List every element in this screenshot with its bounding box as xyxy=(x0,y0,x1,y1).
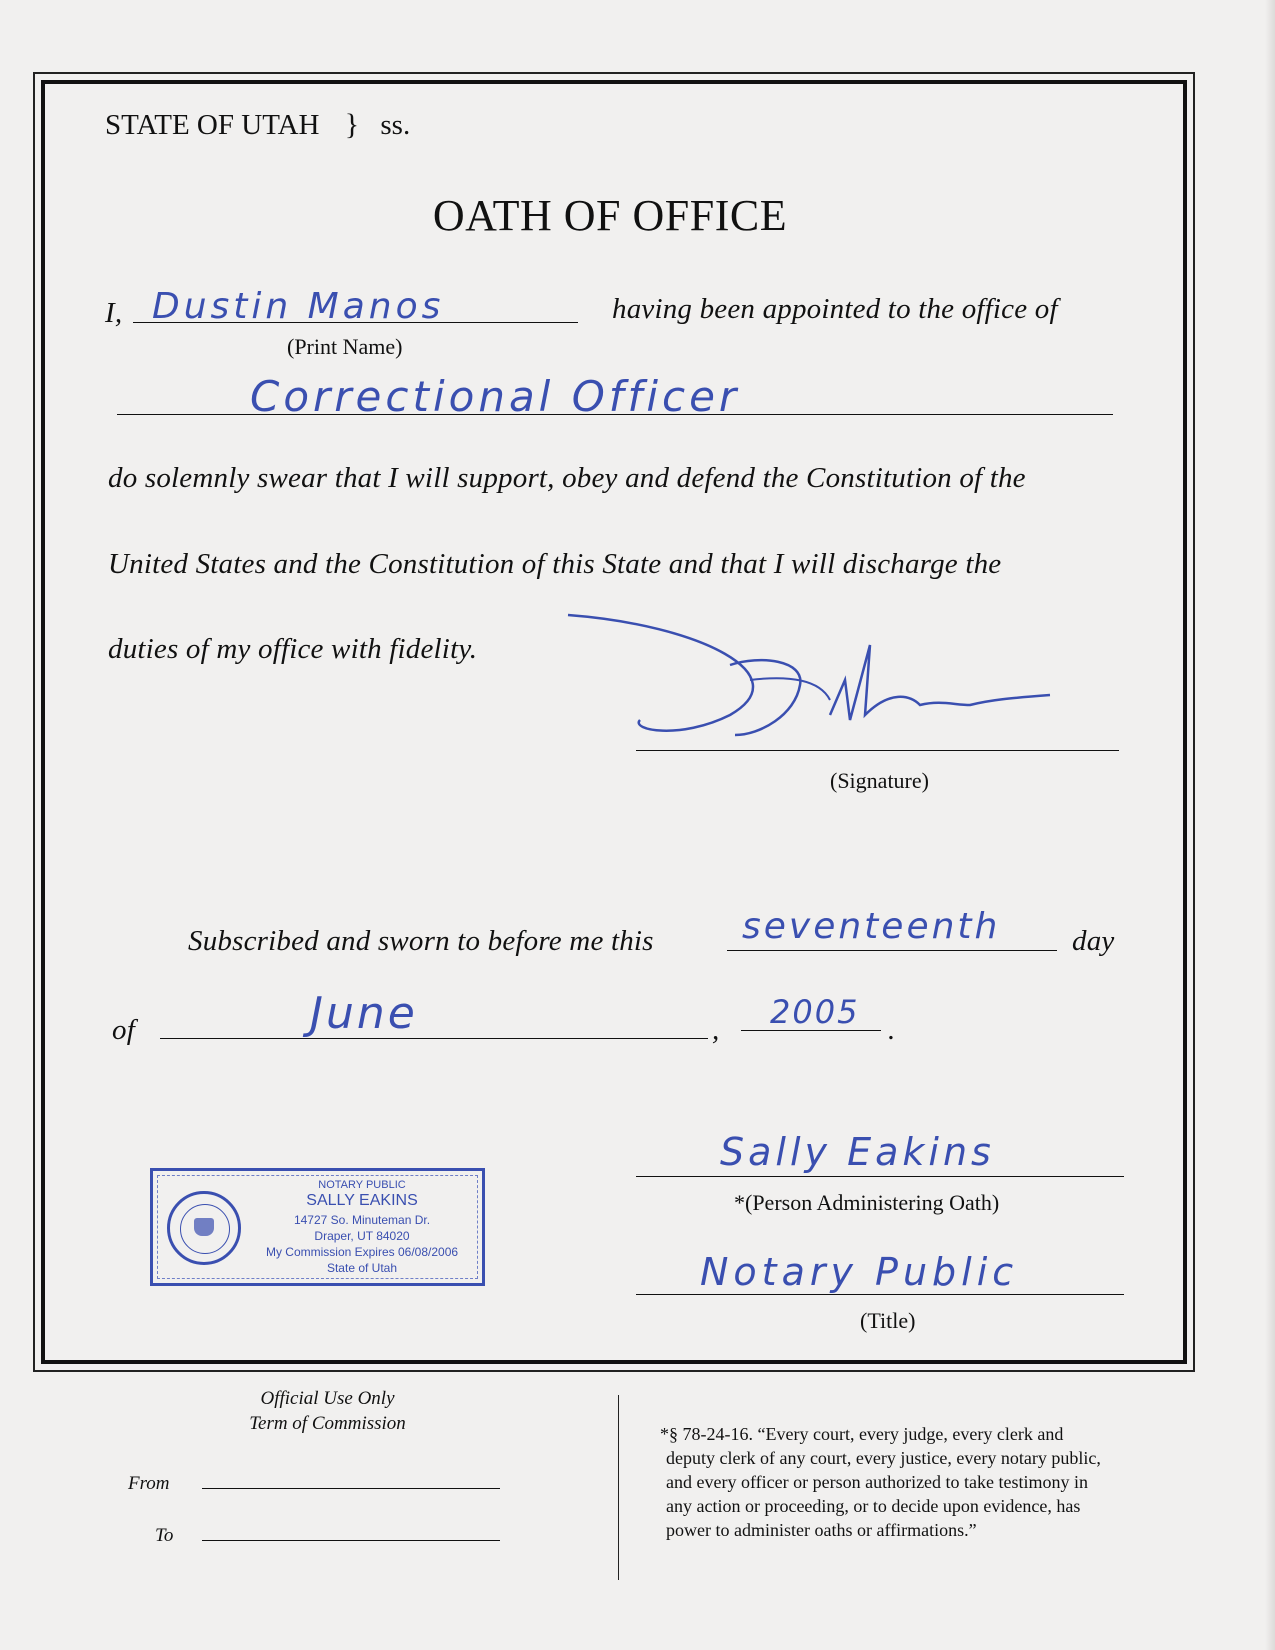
term-of-commission-heading: Term of Commission xyxy=(249,1413,406,1434)
oath-text-line-2: United States and the Constitution of this State and that I will discharge the xyxy=(108,548,1002,580)
title-value: Notary Public xyxy=(700,1250,1019,1294)
title-label: (Title) xyxy=(860,1308,916,1333)
office-value: Correctional Officer xyxy=(250,372,741,421)
footnote-line-3: and every officer or person authorized to take testimony in xyxy=(666,1472,1089,1492)
footnote-line-2: deputy clerk of any court, every justice, every notary public, xyxy=(666,1448,1101,1468)
signature-scribble xyxy=(560,605,1080,765)
stamp-notary-name: SALLY EAKINS xyxy=(306,1192,418,1209)
print-name-label: (Print Name) xyxy=(287,334,403,359)
footnote-line-5: power to administer oaths or affirmations.” xyxy=(666,1520,977,1540)
administrator-label: *(Person Administering Oath) xyxy=(734,1190,1000,1215)
month-line xyxy=(160,1038,708,1039)
period: . xyxy=(888,1014,896,1046)
from-label: From xyxy=(128,1473,170,1494)
to-line xyxy=(202,1540,500,1541)
brace: } xyxy=(344,108,360,141)
administrator-line xyxy=(636,1176,1124,1177)
year-value: 2005 xyxy=(770,993,860,1031)
footer-divider xyxy=(618,1395,619,1580)
stamp-address-2: Draper, UT 84020 xyxy=(314,1229,410,1243)
notary-stamp xyxy=(150,1168,485,1286)
signature-line xyxy=(636,750,1119,751)
day-value: seventeenth xyxy=(742,906,1001,947)
day-line xyxy=(727,950,1057,951)
appointed-text: having been appointed to the office of xyxy=(612,293,1058,325)
footnote-line-1: *§ 78-24-16. “Every court, every judge, every clerk and xyxy=(660,1424,1064,1444)
signature-label: (Signature) xyxy=(830,768,929,793)
state-seal-icon xyxy=(167,1191,241,1265)
state-name: STATE OF UTAH xyxy=(105,109,320,141)
month-value: June xyxy=(310,988,418,1039)
statute-footnote xyxy=(660,1422,1101,1542)
i-prefix: I, xyxy=(105,297,123,329)
stamp-state: State of Utah xyxy=(326,1261,398,1275)
day-word: day xyxy=(1072,925,1115,957)
title-line xyxy=(636,1294,1124,1295)
page-title: OATH OF OFFICE xyxy=(432,191,788,240)
footnote-line-4: any action or proceeding, or to decide upon evidence, has xyxy=(666,1496,1081,1516)
oath-text-line-1: do solemnly swear that I will support, obey and defend the Constitution of the xyxy=(108,462,1026,494)
oath-text-line-3: duties of my office with fidelity. xyxy=(108,633,478,665)
to-label: To xyxy=(155,1525,174,1546)
state-heading xyxy=(105,108,410,142)
comma: , xyxy=(712,1014,720,1046)
subscribed-text: Subscribed and sworn to before me this xyxy=(188,925,654,957)
stamp-notary-public: NOTARY PUBLIC xyxy=(318,1179,406,1191)
print-name-value: Dustin Manos xyxy=(152,286,445,327)
page-edge xyxy=(1265,0,1275,1650)
stamp-commission-expires: My Commission Expires 06/08/2006 xyxy=(265,1245,459,1259)
stamp-address-1: 14727 So. Minuteman Dr. xyxy=(293,1213,431,1227)
administrator-signature-value: Sally Eakins xyxy=(720,1130,995,1174)
ss-abbrev: ss. xyxy=(380,109,411,141)
from-line xyxy=(202,1488,500,1489)
official-use-heading: Official Use Only xyxy=(260,1388,395,1409)
of-word: of xyxy=(112,1014,135,1046)
